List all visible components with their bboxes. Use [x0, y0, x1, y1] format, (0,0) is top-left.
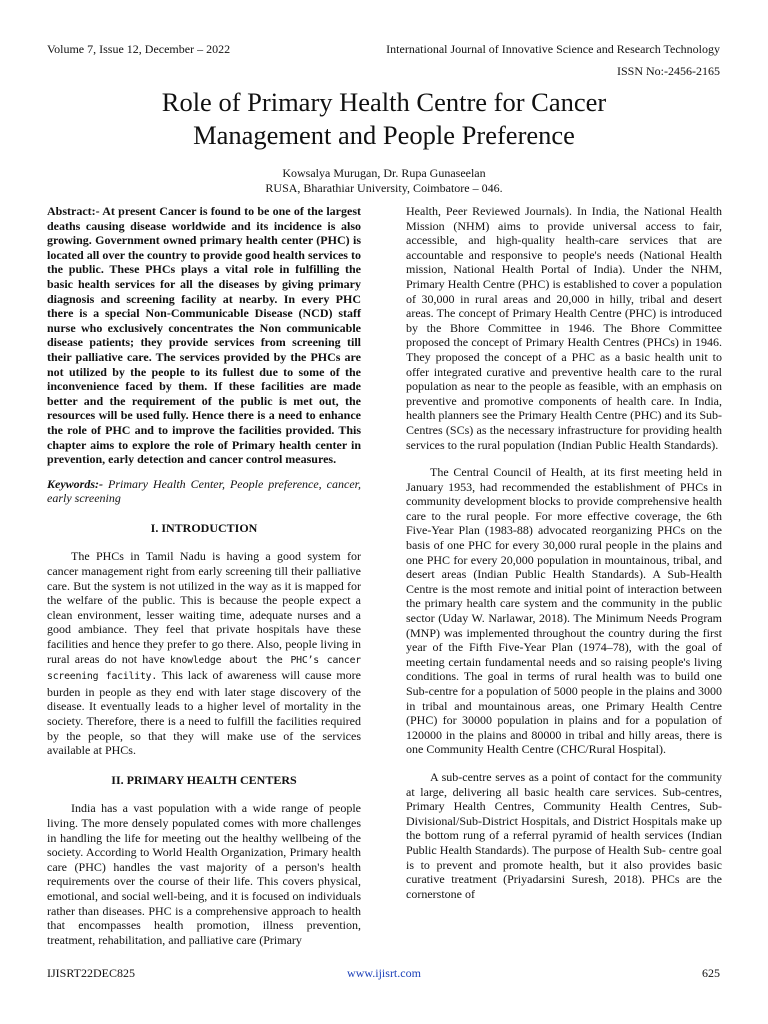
keywords-text: Primary Health Center, People preference, cancer, early screening [47, 476, 361, 506]
title-line-1: Role of Primary Health Centre for Cancer [161, 87, 607, 117]
intro-text-mono: knowledge about the PHC’s cancer screening facility. [47, 654, 361, 683]
section-heading-introduction: I. INTRODUCTION [150, 520, 258, 535]
paper-title [40, 86, 728, 152]
right-paragraph-3: A sub-centre serves as a point of contact for the community at large, delivering all basic health care services. Sub-centres, Primary Health Centres, Community Health Centres, Sub- Divisional/Sub-District Hospitals, and District Hospitals make up the bottom rung of a referral pyramid of health services (Indian Public Health Standards). The purpose of Health Sub- centre goal is to prevent and promote health, but it also provides basic curative treatment (Priyadarsini Suresh, 2018). PHCs are the cornerstone of [406, 769, 722, 901]
paper-code: IJISRT22DEC825 [47, 966, 135, 980]
journal-url-wrap [0, 966, 768, 981]
journal-url[interactable]: www.ijisrt.com [347, 966, 421, 980]
right-column [406, 204, 722, 901]
phc-paragraph: India has a vast population with a wide range of people living. The more densely populated comes with more challenges in handling the life for meeting out the healthy wellbeing of the society. According to World Health Organization, Primary health care (PHC) handles the vast majority of a person's health requirements over the course of their life. This covers physical, emotional, and social well-being, and it is focused on individuals rather than diseases. PHC is a comprehensive approach to health that encompasses health promotion, illness prevention, treatment, rehabilitation, and palliative care (Primary [47, 801, 361, 947]
author-block [40, 166, 728, 196]
page-number: 625 [702, 966, 720, 980]
intro-text-part2: This lack of awareness will cause more burden in people as they end with later stage discovery of the disease. It eventually leads to a higher level of mortality in the society. Therefore, there is a need to fulfill the facilities required by the people, so that they will make use of the services available at PHCs. [47, 668, 361, 758]
keywords [47, 477, 361, 506]
left-column [47, 204, 361, 947]
right-paragraph-1: Health, Peer Reviewed Journals). In India, the National Health Mission (NHM) aims to provide universal access to fair, accessible, and high-quality health-care services that are accountable and responsive to people's needs (National Health mission, National Health Portal of India). Under the NHM, Primary Health Centre (PHC) is established to cover a population of 30,000 in rural areas and 20,000 in hilly, tribal and desert areas. The concept of Primary Health Centre (PHC) is introduced by the Bhore Committee in 1946. The Bhore Committee proposed the concept of Primary Health Centres (PHCs) in 1946. They proposed the concept of a PHC as a basic health unit to offer integrated curative and preventive health care to the rural population as near to the people as feasible, with an emphasis on preventive and promotive components of health care. In India, health planners see the Primary Health Centre (PHC) and its Sub-Centres (SCs) as the necessary infrastructure for providing health services to the rural population (Indian Public Health Standards). [406, 204, 722, 452]
section-heading-phc: II. PRIMARY HEALTH CENTERS [111, 772, 297, 787]
author-names: Kowsalya Murugan, Dr. Rupa Gunaseelan [282, 166, 486, 180]
volume-info: Volume 7, Issue 12, December – 2022 [47, 42, 231, 56]
abstract: Abstract:- At present Cancer is found to be one of the largest deaths causing disease worldwide and its incidence is also growing. Government owned primary health center (PHC) is located all over the country to provide good health services to the public. These PHCs plays a vital role in fulfilling the basic health services for all the diseases by giving primary diagnosis and screening facility at nearby. In every PHC there is a special Non-Communicable Disease (NCD) staff nurse who exclusively concentrates the Non communicable disease patients; they provide services from screening till their palliative care. The services provided by the PHCs are not utilized by the people to its fullest due to some of the inconvenience faced by them. If these facilities are made better and the requirement of the public is met out, the resources will be used fully. Hence there is a need to enhance the role of PHC and to improve the facilities provided. This chapter aims to explore the role of Primary health center in prevention, early detection and cancer control measures. [47, 204, 361, 467]
journal-name: International Journal of Innovative Science and Research Technology [386, 42, 720, 56]
issn: ISSN No:-2456-2165 [616, 64, 720, 78]
keywords-label: Keywords:- [47, 476, 103, 491]
title-line-2: Management and People Preference [193, 120, 575, 150]
author-affiliation: RUSA, Bharathiar University, Coimbatore – 046. [265, 181, 503, 195]
right-paragraph-2: The Central Council of Health, at its first meeting held in January 1953, had recommended the establishment of PHCs in community development blocks to provide comprehensive health care to the rural people. For more effective coverage, the 6th Five-Year Plan (1983-88) advocated reorganizing PHCs on the basis of one PHC for every 30,000 rural people in the plains and one PHC for every 20,000 population in mountainous, tribal, and desert areas (Indian Public Health Standards). A Sub-Health Centre is the most remote and initial point of interaction between the primary health care system and the community in the public sector (Uday W. Narlawar, 2018). The Minimum Needs Program (MNP) was implemented throughout the country during the first year of the Fifth Five-Year Plan (1974–78), with the goal of meeting certain fundamental needs and so raising people's living conditions. The goal in terms of rural health was to build one Sub-centre for a population of 5000 people in the plains and 3000 in tribal and mountainous areas, one Primary Health Centre (PHC) for 30000 population in plains and for a population of 120000 in the plains and 80000 in tribal and hilly areas, there is one Community Health Centre (CHC/Rural Hospital). [406, 465, 722, 757]
introduction-paragraph [47, 549, 361, 757]
intro-text-part1: The PHCs in Tamil Nadu is having a good system for cancer management right from early screening till their palliative care. But the system is not utilized in the way as it is mapped for the welfare of the public. This is because the people expect a clean environment, lesser waiting time, adequate nurses and a good ambiance. They feel that private hospitals have these facilities and hence they prefer to go there. Also, people living in rural areas do not have [47, 549, 361, 666]
